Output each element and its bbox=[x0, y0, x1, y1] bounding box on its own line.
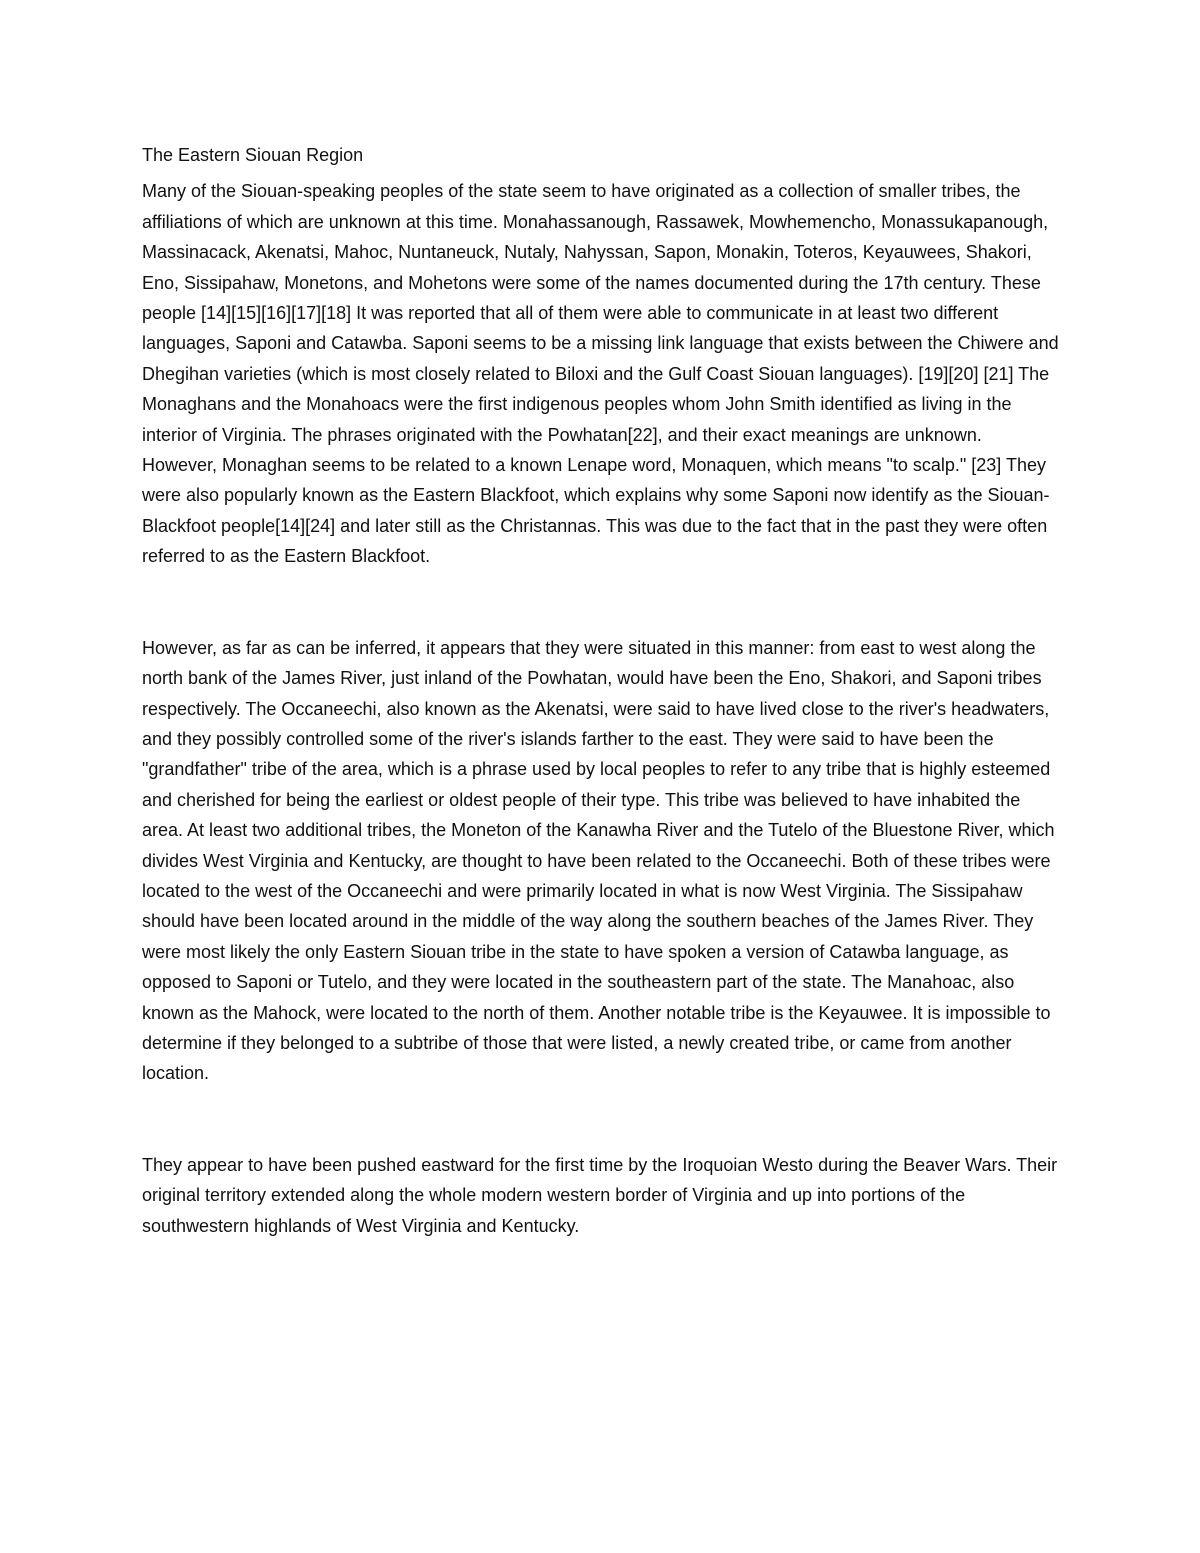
paragraph-tribe-locations: However, as far as can be inferred, it appears that they were situated in this manner: from east to west along the north bank of the James River, just inland of the Powhatan, would have been the Eno, Shakori, and Saponi tribes respectively. The Occaneechi, also known as the Akenatsi, were said to have lived close to the river's headwaters, and they possibly controlled some of the river's islands farther to the east. They were said to have been the "grandfather" tribe of the area, which is a phrase used by local peoples to refer to any tribe that is highly esteemed and cherished for being the earliest or oldest people of their type. This tribe was believed to have inhabited the area. At least two additional tribes, the Moneton of the Kanawha River and the Tutelo of the Bluestone River, which divides West Virginia and Kentucky, are thought to have been related to the Occaneechi. Both of these tribes were located to the west of the Occaneechi and were primarily located in what is now West Virginia. The Sissipahaw should have been located around in the middle of the way along the southern beaches of the James River. They were most likely the only Eastern Siouan tribe in the state to have spoken a version of Catawba language, as opposed to Saponi or Tutelo, and they were located in the southeastern part of the state. The Manahoac, also known as the Mahock, were located to the north of them. Another notable tribe is the Keyauwee. It is impossible to determine if they belonged to a subtribe of those that were listed, a newly created tribe, or came from another location. bbox=[142, 637, 1055, 1084]
paragraph-beaver-wars: They appear to have been pushed eastward for the first time by the Iroquoian Westo during the Beaver Wars. Their original territory extended along the whole modern western border of Virginia and up into portions of the southwestern highlands of West Virginia and Kentucky. bbox=[142, 1154, 1058, 1236]
document-title: The Eastern Siouan Region bbox=[142, 145, 364, 165]
paragraph-siouan-tribes: Many of the Siouan-speaking peoples of the state seem to have originated as a collection of smaller tribes, the affiliations of which are unknown at this time. Monahassanough, Rassawek, Mowhemencho, Monassukapanough, Massinacack, Akenatsi, Mahoc, Nuntaneuck, Nutaly, Nahyssan, Sapon, Monakin, Toteros, Keyauwees, Shakori, Eno, Sissipahaw, Monetons, and Mohetons were some of the names documented during the 17th century. These people [14][15][16][17][18] It was reported that all of them were able to communicate in at least two different languages, Saponi and Catawba. Saponi seems to be a missing link language that exists between the Chiwere and Dhegihan varieties (which is most closely related to Biloxi and the Gulf Coast Siouan languages). [19][20] [21] The Monaghans and the Monahoacs were the first indigenous peoples whom John Smith identified as living in the interior of Virginia. The phrases originated with the Powhatan[22], and their exact meanings are unknown. However, Monaghan seems to be related to a known Lenape word, Monaquen, which means "to scalp." [23] They were also popularly known as the Eastern Blackfoot, which explains why some Saponi now identify as the Siouan-Blackfoot people[14][24] and later still as the Christannas. This was due to the fact that in the past they were often referred to as the Eastern Blackfoot. bbox=[142, 181, 1059, 567]
paragraph-spacer bbox=[142, 1089, 1060, 1150]
paragraph-spacer bbox=[142, 572, 1060, 633]
document-body bbox=[142, 140, 1060, 1241]
